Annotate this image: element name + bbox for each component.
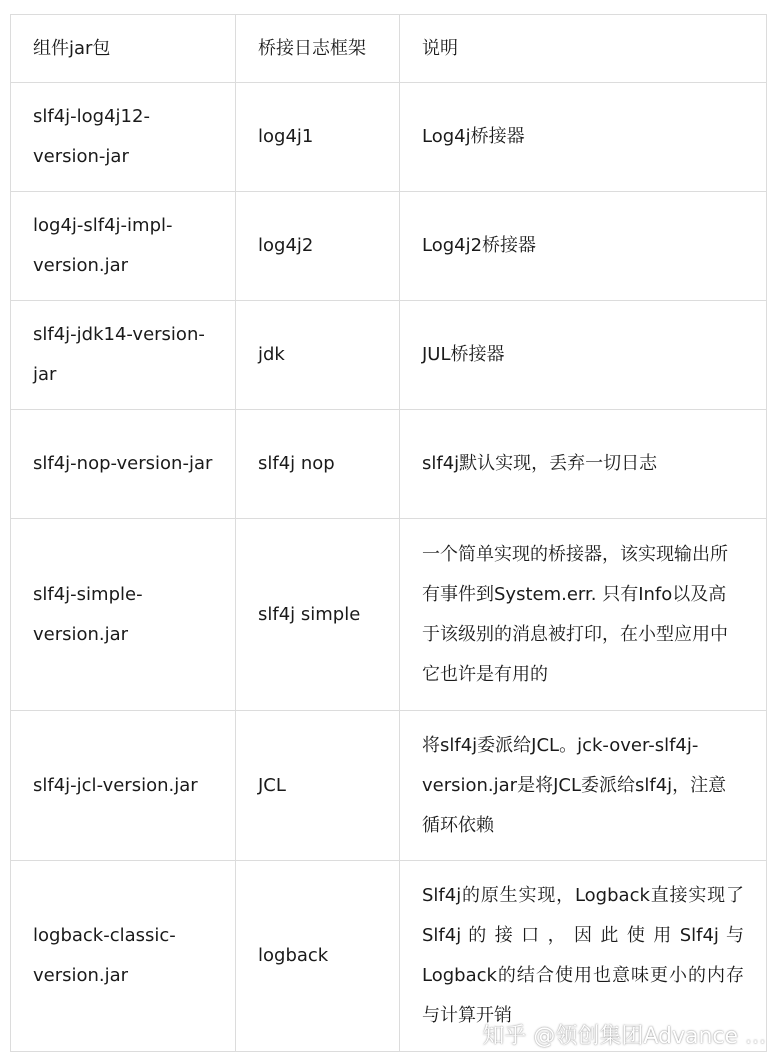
cell-jar: log4j-slf4j-impl-version.jar [11,192,236,301]
cell-jar: slf4j-simple-version.jar [11,519,236,711]
bridge-table [10,14,767,1052]
cell-jar: logback-classic-version.jar [11,861,236,1052]
cell-framework: log4j1 [236,83,400,192]
table-row [11,410,767,519]
cell-framework: slf4j nop [236,410,400,519]
cell-description: Log4j桥接器 [400,83,767,192]
cell-jar: slf4j-log4j12-version-jar [11,83,236,192]
cell-description: Slf4j的原生实现，Logback直接实现了 Slf4j 的 接 口 ， 因 此 使 用 Slf4j 与 Logback的结合使用也意味更小的内存与计算开销 [400,861,767,1052]
cell-jar: slf4j-jcl-version.jar [11,711,236,861]
cell-jar: slf4j-nop-version-jar [11,410,236,519]
table-row [11,861,767,1052]
cell-description: Log4j2桥接器 [400,192,767,301]
table-row [11,192,767,301]
cell-description: JUL桥接器 [400,301,767,410]
zhihu-watermark: 知乎 @领创集团Advance ... [482,1024,766,1049]
cell-framework: slf4j simple [236,519,400,711]
cell-framework: JCL [236,711,400,861]
cell-description: 一个简单实现的桥接器，该实现输出所有事件到System.err. 只有Info以及高于该级别的消息被打印，在小型应用中它也许是有用的 [400,519,767,711]
table-row [11,519,767,711]
header-framework: 桥接日志框架 [236,15,400,83]
cell-jar: slf4j-jdk14-version-jar [11,301,236,410]
table-header-row [11,15,767,83]
cell-description: slf4j默认实现，丢弃一切日志 [400,410,767,519]
table-row [11,301,767,410]
bridge-table-container [10,14,766,1052]
header-description: 说明 [400,15,767,83]
header-jar: 组件jar包 [11,15,236,83]
cell-framework: logback [236,861,400,1052]
table-row [11,711,767,861]
table-row [11,83,767,192]
cell-description: 将slf4j委派给JCL。jck-over-slf4j-version.jar是将JCL委派给slf4j，注意循环依赖 [400,711,767,861]
cell-framework: log4j2 [236,192,400,301]
cell-framework: jdk [236,301,400,410]
